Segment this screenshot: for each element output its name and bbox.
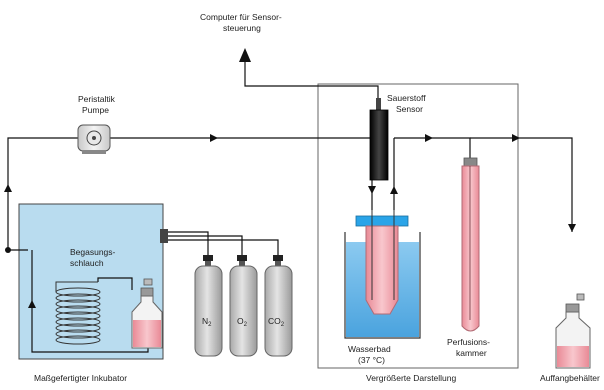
label-incubator: Maßgefertigter Inkubator xyxy=(34,373,128,383)
cylinder-label-o2: $O_2$ xyxy=(237,316,247,328)
bath-lid xyxy=(356,216,408,226)
arrow-left-up xyxy=(4,184,12,192)
arrow-to-computer xyxy=(239,48,251,62)
gas-cylinder-o2 xyxy=(230,255,257,356)
bottle-cap xyxy=(141,288,153,296)
cylinder-body xyxy=(195,266,222,356)
collection-filter xyxy=(577,294,584,300)
arrow-to-sensor xyxy=(210,134,218,142)
junction-dot xyxy=(5,247,11,253)
label-sensor-line2: Sensor xyxy=(396,104,423,114)
pump-rotor-hub xyxy=(92,136,96,140)
gas-line-co2 xyxy=(165,240,278,262)
oxygen-sensor xyxy=(370,98,388,180)
label-pump-line2: Pumpe xyxy=(82,105,109,115)
cylinder-label-co2: $CO_2$ xyxy=(268,316,285,328)
arrow-water-up xyxy=(390,186,398,194)
label-sensor-line1: Sauerstoff xyxy=(387,93,426,103)
peristaltic-pump xyxy=(78,125,110,154)
gas-cylinder-n2 xyxy=(195,255,222,356)
label-pump-line1: Peristaltik xyxy=(78,94,115,104)
pump-foot xyxy=(82,150,106,154)
label-chamber-line2: kammer xyxy=(456,348,487,358)
water-bath xyxy=(345,210,420,338)
bath-inner-tube xyxy=(366,226,398,314)
arrow-sensor-out xyxy=(425,134,433,142)
collection-container xyxy=(556,294,590,368)
cylinder-valve xyxy=(203,255,213,261)
sensor-cable xyxy=(245,62,378,110)
label-water-bath-line2: (37 °C) xyxy=(358,355,386,365)
label-gassing-line2: schlauch xyxy=(70,258,104,268)
label-gassing-line1: Begasungs- xyxy=(70,247,116,257)
collection-cap xyxy=(566,304,579,312)
gas-connector xyxy=(160,229,168,243)
cylinder-valve xyxy=(273,255,283,261)
cylinder-body xyxy=(265,266,292,356)
arrow-into-water xyxy=(368,186,376,194)
arrow-to-collection xyxy=(568,224,576,232)
cylinder-body xyxy=(230,266,257,356)
bottle-medium xyxy=(133,320,161,347)
label-computer-line2: steuerung xyxy=(223,23,261,33)
tube-sensor-to-chamber xyxy=(394,138,470,160)
label-enlarged-view: Vergrößerte Darstellung xyxy=(366,373,457,383)
sensor-body xyxy=(370,110,388,180)
tube-chamber-to-collection xyxy=(470,138,572,232)
arrow-right-top xyxy=(512,134,520,142)
collection-medium xyxy=(557,346,589,367)
chamber-tube xyxy=(462,166,479,331)
cylinder-valve xyxy=(237,255,247,261)
label-chamber-line1: Perfusions- xyxy=(447,337,490,347)
bottle-filter xyxy=(144,279,152,285)
label-collection: Auffangbehälter xyxy=(540,373,600,383)
chamber-cap xyxy=(464,158,477,166)
label-computer-line1: Computer für Sensor- xyxy=(200,12,282,22)
gas-cylinder-co2 xyxy=(265,255,292,356)
cylinder-label-n2: $N_2$ xyxy=(202,316,212,328)
perfusion-chamber xyxy=(462,158,479,331)
label-water-bath-line1: Wasserbad xyxy=(348,344,391,354)
